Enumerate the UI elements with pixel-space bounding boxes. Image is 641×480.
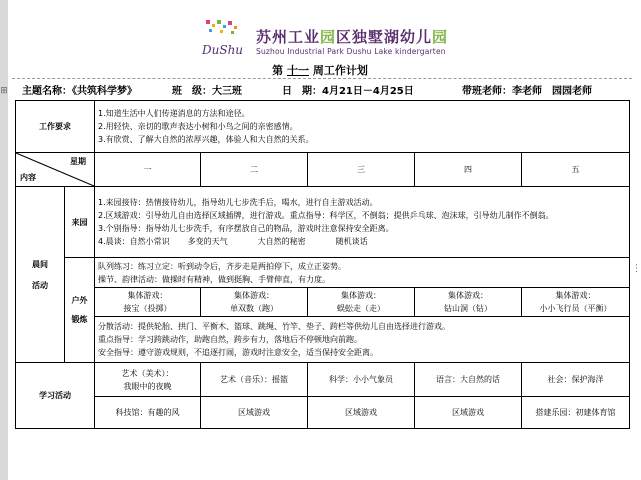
weekday-header: 三: [308, 153, 415, 187]
learning-cell: 区域游戏: [308, 397, 415, 429]
arrival-content: 1.来园接待：热情接待幼儿，指导幼儿七步洗手后，喝水，进行自主游戏活动。 2.区域游戏：引导幼儿自由选择区域插牌，进行游戏。重点指导：科学区，不倒翁；提供乒乓球、泡沫球，引导幼儿制作不倒翁。 3.个别指导：指导幼儿七步洗手，有序摆放自己的物品，游戏时注意保持安全距离。 4.晨谈：自然小常识 多变的天气 大自然的秘密 随机谈话: [95, 187, 630, 258]
group-game-cell: 集体游戏： 钻山洞（钻）: [415, 288, 522, 317]
learning-cell: 科学：小小气象员: [308, 363, 415, 397]
learning-cell: 艺术（音乐）：摇篮: [201, 363, 308, 397]
weekly-plan-table: [15, 100, 630, 429]
learning-cell: 搭建乐园：初建体育馆: [522, 397, 630, 429]
learning-cell: 区域游戏: [415, 397, 522, 429]
group-game-cell: 集体游戏： 单双数（跑）: [201, 288, 308, 317]
scroll-handle[interactable]: ⋮: [632, 264, 641, 274]
outdoor-free-play: 分散活动：提供轮胎、拱门、平衡木、篮球、跳绳、竹竿、垫子、跨栏等供幼儿自由选择进行游戏。 重点指导：学习跨跳动作，助跑自然，跨步有力，落地后不停顿地向前跑。 安全指导：遵守游戏规则，不追逐打闹，游戏时注意安全，适当保持安全距离。: [95, 317, 630, 363]
work-requirements: 1.知道生活中人们传递消息的方法和途径。 2.用轻快、亲切的歌声表达小树和小鸟之间的亲密感情。 3.有欣赏、了解大自然的浓厚兴趣，体验人和大自然的关系。: [95, 101, 630, 153]
weekday-header: 四: [415, 153, 522, 187]
group-game-cell: 集体游戏： 小小飞行员（平衡）: [522, 288, 630, 317]
learning-cell: 科技馆：有趣的风: [95, 397, 201, 429]
page-title: 第 十一 周工作计划: [272, 64, 368, 77]
weekday-header: 五: [522, 153, 630, 187]
outdoor-drills: 队列练习：练习立定：听到动令后，齐步走是两拍停下，成立正姿势。 操节、韵律活动：做操时有精神，做到挺胸、手臂伸直，有力度。: [95, 258, 630, 288]
group-game-cell: 集体游戏： 蜈蚣走（走）: [308, 288, 415, 317]
logo-mark-icon: [200, 18, 252, 58]
learning-cell: 社会：保护海洋: [522, 363, 630, 397]
kindergarten-logo: [200, 8, 460, 58]
weekday-header: 二: [201, 153, 308, 187]
learning-cell: 语言：大自然的话: [415, 363, 522, 397]
learning-cell: 区域游戏: [201, 397, 308, 429]
arrival-label: 来园: [65, 187, 95, 258]
teachers: 带班老师：李老师 园园老师: [462, 86, 592, 97]
work-requirements-label: 工作要求: [16, 101, 95, 153]
week-number: 十一: [287, 64, 309, 77]
group-game-cell: 集体游戏： 接宝（投掷）: [95, 288, 201, 317]
plan-meta: [22, 82, 632, 97]
class-name: 班 级：大三班: [172, 86, 242, 97]
logo-english-name: Suzhou Industrial Park Dushu Lake kindergarten: [256, 47, 446, 56]
morning-activity-label: 晨间 活动: [16, 187, 65, 363]
logo-chinese-name: 苏州工业园区独墅湖幼儿园: [256, 28, 449, 46]
logo-brand-text: DuShu: [202, 43, 244, 57]
theme-name: 主题名称：《共筑科学梦》: [22, 86, 137, 97]
learning-activity-label: 学习活动: [16, 363, 95, 429]
date-range: 日 期：4月21日－4月25日: [282, 86, 414, 97]
learning-cell: 艺术（美术）： 我眼中的夜晚: [95, 363, 201, 397]
ruler-marker[interactable]: ⊞: [0, 86, 8, 96]
weekday-header: 一: [95, 153, 201, 187]
header-divider: [12, 78, 632, 79]
outdoor-label: 户外 锻炼: [65, 258, 95, 363]
table-corner-header: 星期 内容: [16, 153, 95, 187]
